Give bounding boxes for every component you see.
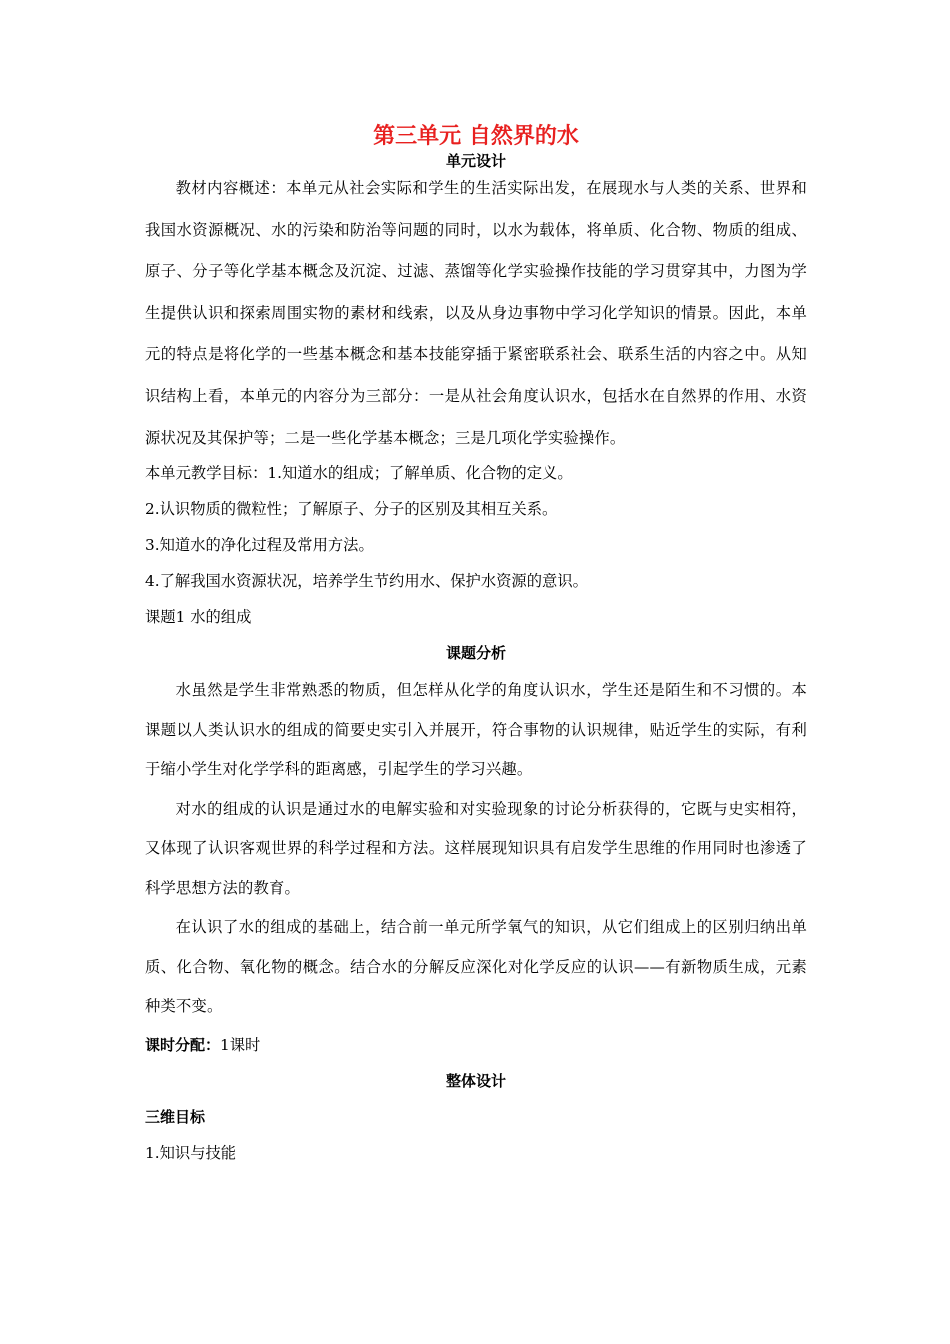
document-title: 第三单元 自然界的水 <box>373 124 579 149</box>
class-hours-label: 课时分配： <box>145 1035 221 1054</box>
class-hours-value: 1课时 <box>220 1035 261 1054</box>
topic-line: 课题1 水的组成 <box>145 608 252 627</box>
analysis-paragraph: 水虽然是学生非常熟悉的物质，但怎样从化学的角度认识水，学生还是陌生和不习惯的。本课题以人类认识水的组成的简要史实引入并展开，符合事物的认识规律，贴近学生的实际，有利于缩小学生对化学学科的距离感，引起学生的学习兴趣。 <box>145 681 807 779</box>
document-content <box>145 118 807 1171</box>
unit-goal-item: 2.认识物质的微粒性；了解原子、分子的区别及其相互关系。 <box>145 500 558 519</box>
analysis-paragraph: 在认识了水的组成的基础上，结合前一单元所学氧气的知识，从它们组成上的区别归纳出单质、化合物、氧化物的概念。结合水的分解反应深化对化学反应的认识——有新物质生成，元素种类不变。 <box>145 918 807 1016</box>
unit-overview-paragraph: 教材内容概述：本单元从社会实际和学生的生活实际出发，在展现水与人类的关系、世界和我国水资源概况、水的污染和防治等问题的同时，以水为载体，将单质、化合物、物质的组成、原子、分子等化学基本概念及沉淀、过滤、蒸馏等化学实验操作技能的学习贯穿其中，力图为学生提供认识和探索周围实物的素材和线索，以及从身边事物中学习化学知识的情景。因此，本单元的特点是将化学的一些基本概念和基本技能穿插于紧密联系社会、联系生活的内容之中。从知识结构上看，本单元的内容分为三部分：一是从社会角度认识水，包括水在自然界的作用、水资源状况及其保护等；二是一些化学基本概念；三是几项化学实验操作。 <box>145 179 807 447</box>
unit-goal-item: 3.知道水的净化过程及常用方法。 <box>145 536 374 555</box>
three-dim-goals-heading: 三维目标 <box>145 1107 206 1126</box>
analysis-paragraph: 对水的组成的认识是通过水的电解实验和对实验现象的讨论分析获得的，它既与史实相符，又体现了认识客观世界的科学过程和方法。这样展现知识具有启发学生思维的作用同时也渗透了科学思想方法的教育。 <box>145 799 807 897</box>
unit-goal-item: 4.了解我国水资源状况，培养学生节约用水、保护水资源的意识。 <box>145 572 588 591</box>
class-hours-line <box>145 1027 807 1063</box>
unit-goals-list <box>145 455 807 599</box>
unit-goal-item: 本单元教学目标：1.知道水的组成；了解单质、化合物的定义。 <box>145 464 573 483</box>
knowledge-skills-line: 1.知识与技能 <box>145 1143 237 1162</box>
overall-design-heading: 整体设计 <box>445 1071 506 1090</box>
unit-design-heading: 单元设计 <box>445 152 506 170</box>
topic-analysis-heading: 课题分析 <box>445 644 506 663</box>
